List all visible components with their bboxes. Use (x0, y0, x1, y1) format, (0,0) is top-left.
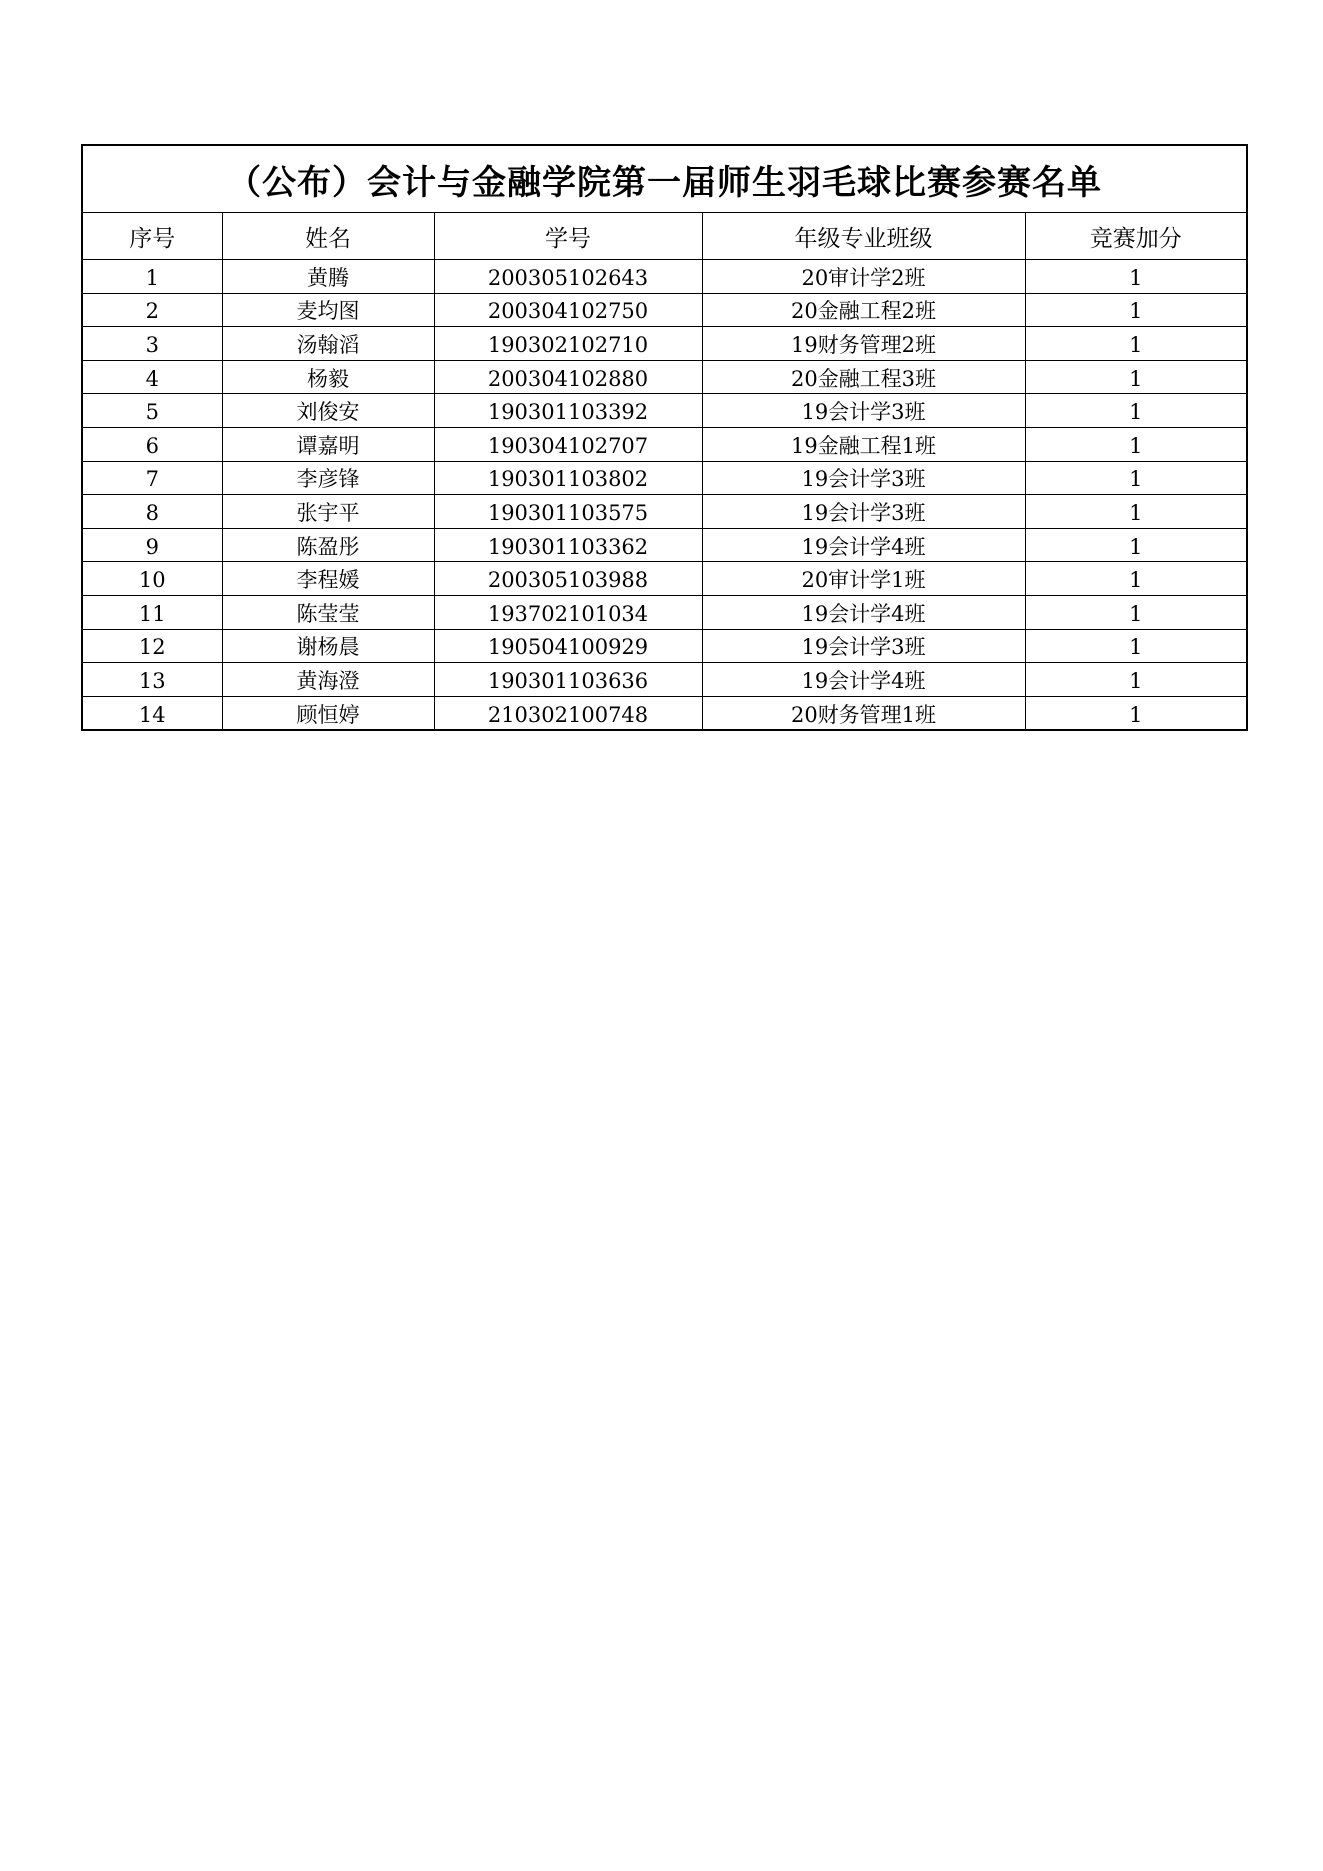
column-header-name: 姓名 (222, 213, 434, 260)
cell-class (702, 495, 1025, 529)
column-header-bonus: 竞赛加分 (1025, 213, 1247, 260)
cell-student-id (434, 495, 702, 529)
cell-name (222, 663, 434, 697)
cell-class-text: 20审计学1班 (801, 568, 926, 593)
cell-bonus (1025, 696, 1247, 730)
cell-index-text: 4 (145, 366, 159, 391)
cell-index (82, 461, 222, 495)
cell-bonus (1025, 562, 1247, 596)
cell-student-id (434, 360, 702, 394)
table-row (82, 293, 1247, 327)
cell-index-text: 1 (145, 265, 159, 290)
cell-class-text: 19会计学3班 (801, 500, 926, 525)
cell-name (222, 360, 434, 394)
column-header-class: 年级专业班级 (702, 213, 1025, 260)
column-header-index: 序号 (82, 213, 222, 260)
cell-student-id (434, 663, 702, 697)
cell-bonus-text: 1 (1129, 568, 1143, 593)
cell-student-id-text: 190304102707 (487, 433, 649, 458)
cell-index-text: 6 (145, 433, 159, 458)
cell-name-text: 陈盈彤 (296, 534, 360, 559)
cell-class (702, 663, 1025, 697)
cell-class (702, 327, 1025, 361)
cell-bonus-text: 1 (1129, 332, 1143, 357)
cell-name-text: 李程媛 (296, 568, 360, 593)
cell-bonus-text: 1 (1129, 299, 1143, 324)
cell-name-text: 李彦锋 (296, 467, 360, 492)
table-row (82, 595, 1247, 629)
cell-name (222, 461, 434, 495)
cell-class (702, 293, 1025, 327)
cell-class-text: 19会计学3班 (801, 467, 926, 492)
cell-bonus-text: 1 (1129, 668, 1143, 693)
cell-name-text: 谢杨晨 (296, 635, 360, 660)
cell-class-text: 19会计学4班 (801, 601, 926, 626)
cell-index (82, 360, 222, 394)
cell-student-id (434, 629, 702, 663)
cell-bonus-text: 1 (1129, 500, 1143, 525)
cell-index (82, 427, 222, 461)
cell-name-text: 顾恒婷 (296, 702, 360, 727)
cell-student-id-text: 200305102643 (487, 265, 649, 290)
cell-student-id-text: 190301103362 (487, 534, 649, 559)
cell-student-id-text: 190302102710 (487, 332, 649, 357)
cell-index (82, 394, 222, 428)
table-row (82, 696, 1247, 730)
cell-index-text: 10 (138, 568, 166, 593)
cell-index-text: 7 (145, 467, 159, 492)
cell-student-id-text: 210302100748 (487, 702, 649, 727)
cell-student-id-text: 190504100929 (487, 635, 649, 660)
cell-bonus-text: 1 (1129, 433, 1143, 458)
cell-name (222, 293, 434, 327)
table-row (82, 528, 1247, 562)
cell-index-text: 13 (138, 668, 166, 693)
cell-class (702, 528, 1025, 562)
cell-bonus (1025, 327, 1247, 361)
cell-class (702, 461, 1025, 495)
table-row (82, 427, 1247, 461)
cell-bonus (1025, 461, 1247, 495)
cell-student-id-text: 190301103575 (487, 500, 649, 525)
cell-index-text: 5 (145, 400, 159, 425)
cell-class-text: 19会计学3班 (801, 400, 926, 425)
table-body (82, 260, 1247, 731)
cell-class (702, 562, 1025, 596)
cell-index (82, 528, 222, 562)
cell-name (222, 696, 434, 730)
cell-class (702, 427, 1025, 461)
cell-bonus-text: 1 (1129, 366, 1143, 391)
cell-student-id (434, 562, 702, 596)
cell-bonus (1025, 260, 1247, 294)
cell-class-text: 19财务管理2班 (790, 332, 937, 357)
cell-bonus-text: 1 (1129, 702, 1143, 727)
table-row (82, 495, 1247, 529)
table-row (82, 394, 1247, 428)
cell-student-id (434, 696, 702, 730)
cell-name (222, 327, 434, 361)
cell-name (222, 427, 434, 461)
cell-index-text: 14 (138, 702, 166, 727)
cell-student-id (434, 260, 702, 294)
cell-class-text: 19会计学4班 (801, 534, 926, 559)
table-row (82, 629, 1247, 663)
cell-student-id (434, 461, 702, 495)
participant-list-table (81, 144, 1248, 731)
table-row (82, 461, 1247, 495)
cell-student-id-text: 190301103802 (487, 467, 649, 492)
cell-name (222, 562, 434, 596)
cell-bonus (1025, 495, 1247, 529)
table-title: （公布）会计与金融学院第一届师生羽毛球比赛参赛名单 (82, 145, 1247, 213)
cell-name (222, 595, 434, 629)
cell-bonus-text: 1 (1129, 400, 1143, 425)
column-header-student-id: 学号 (434, 213, 702, 260)
table-row (82, 260, 1247, 294)
cell-class-text: 19会计学4班 (801, 668, 926, 693)
cell-name-text: 麦均图 (296, 299, 360, 324)
cell-student-id (434, 394, 702, 428)
cell-class (702, 629, 1025, 663)
cell-student-id (434, 427, 702, 461)
cell-index (82, 260, 222, 294)
cell-bonus (1025, 394, 1247, 428)
cell-index (82, 327, 222, 361)
cell-bonus (1025, 629, 1247, 663)
cell-class-text: 19金融工程1班 (790, 433, 937, 458)
cell-bonus (1025, 427, 1247, 461)
cell-class-text: 20金融工程2班 (790, 299, 937, 324)
cell-student-id-text: 190301103392 (487, 400, 649, 425)
cell-bonus-text: 1 (1129, 635, 1143, 660)
cell-bonus (1025, 293, 1247, 327)
cell-student-id (434, 528, 702, 562)
table-row (82, 562, 1247, 596)
cell-name (222, 260, 434, 294)
cell-name (222, 629, 434, 663)
cell-name-text: 杨毅 (307, 366, 349, 391)
cell-name-text: 黄海澄 (296, 668, 360, 693)
cell-index-text: 8 (145, 500, 159, 525)
cell-name (222, 394, 434, 428)
cell-index (82, 629, 222, 663)
cell-index (82, 696, 222, 730)
cell-name-text: 汤翰滔 (296, 332, 360, 357)
cell-student-id-text: 193702101034 (487, 601, 649, 626)
cell-class (702, 394, 1025, 428)
cell-class (702, 360, 1025, 394)
table-row (82, 327, 1247, 361)
cell-index (82, 562, 222, 596)
cell-index-text: 2 (145, 299, 159, 324)
cell-class (702, 696, 1025, 730)
cell-name-text: 张宇平 (296, 500, 360, 525)
cell-bonus-text: 1 (1129, 467, 1143, 492)
cell-bonus-text: 1 (1129, 534, 1143, 559)
cell-student-id (434, 595, 702, 629)
cell-index (82, 293, 222, 327)
cell-class-text: 19会计学3班 (801, 635, 926, 660)
title-row (82, 145, 1247, 213)
cell-class (702, 260, 1025, 294)
cell-class-text: 20金融工程3班 (790, 366, 937, 391)
cell-name-text: 黄腾 (307, 265, 349, 290)
cell-bonus (1025, 663, 1247, 697)
cell-index-text: 3 (145, 332, 159, 357)
cell-name-text: 刘俊安 (296, 400, 360, 425)
table-row (82, 663, 1247, 697)
cell-index (82, 495, 222, 529)
cell-bonus-text: 1 (1129, 601, 1143, 626)
cell-student-id-text: 200305103988 (487, 568, 649, 593)
cell-index-text: 11 (138, 601, 166, 626)
cell-index (82, 663, 222, 697)
cell-student-id-text: 200304102750 (487, 299, 649, 324)
cell-student-id (434, 293, 702, 327)
cell-index-text: 9 (145, 534, 159, 559)
cell-name (222, 528, 434, 562)
cell-name (222, 495, 434, 529)
cell-class-text: 20审计学2班 (801, 265, 926, 290)
cell-bonus (1025, 360, 1247, 394)
header-row (82, 213, 1247, 260)
cell-student-id-text: 200304102880 (487, 366, 649, 391)
cell-name-text: 陈莹莹 (296, 601, 360, 626)
cell-bonus (1025, 595, 1247, 629)
cell-bonus (1025, 528, 1247, 562)
cell-index (82, 595, 222, 629)
cell-class-text: 20财务管理1班 (790, 702, 937, 727)
cell-name-text: 谭嘉明 (296, 433, 360, 458)
cell-class (702, 595, 1025, 629)
cell-index-text: 12 (138, 635, 166, 660)
table-row (82, 360, 1247, 394)
cell-bonus-text: 1 (1129, 265, 1143, 290)
cell-student-id-text: 190301103636 (487, 668, 649, 693)
cell-student-id (434, 327, 702, 361)
